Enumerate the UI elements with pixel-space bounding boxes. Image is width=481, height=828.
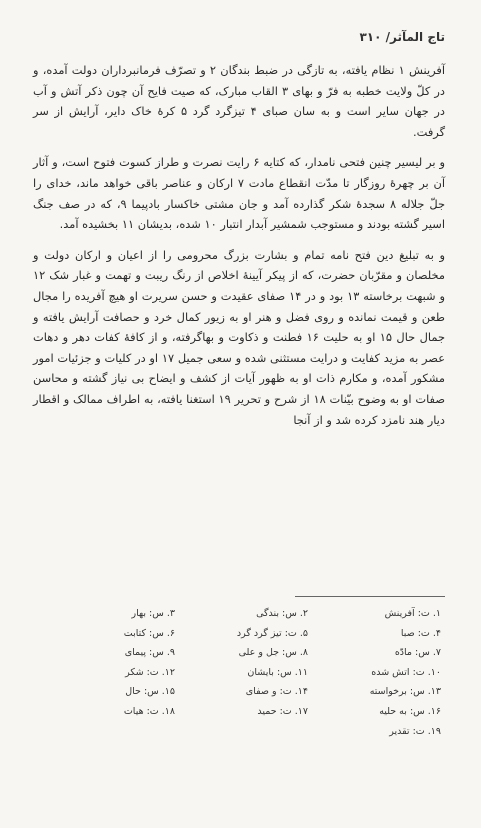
footnote-row (41, 722, 441, 742)
footnote-item: ۹. س: پیمای (124, 647, 175, 659)
footnote-item: ۱۳. س: برخواسته (369, 686, 441, 698)
footnote-row (41, 682, 441, 702)
running-head: تاج المآثر/ ۳۱۰ (359, 30, 445, 44)
body-text (33, 60, 445, 440)
footnote-separator (295, 596, 445, 597)
footnote-item: ۱۷. ت: حمید (257, 705, 308, 717)
footnotes (41, 604, 441, 741)
footnote-row (41, 702, 441, 722)
footnote-item: ۴. ت: صبا (400, 627, 441, 639)
footnote-item: ۵. ت: تیز گرد گرد (236, 627, 308, 639)
footnote-row (41, 643, 441, 663)
footnote-item: ۶. س: کتابت (123, 627, 175, 639)
footnote-row (41, 624, 441, 644)
footnote-item: ۱. ت: آفرینش (384, 608, 441, 619)
footnote-item: ۱۹. ت: تقدیر (389, 725, 441, 737)
footnote-item: ۱۲. ت: شکر (125, 666, 175, 678)
paragraph-1: آفرینش ۱ نظام یافته، به تازگی در ضبط بندگان ۲ و تصرّف فرمانبرداران دولت آمده، و در کلّ ولایت خطبه به فرّ و بهای ۳ القاب مبارک، که صیت فایح آن چون ذکر آتش و آب در جهان سایر است و به سان صبای ۴ تیزگرد گرد ۵ کرهٔ خاک دایر، آرایش از سر گرفت. (33, 63, 446, 139)
footnote-item: ۱۰. ت: اتش شده (371, 666, 441, 678)
footnote-row (41, 663, 441, 683)
paragraph-2: و بر لیسیر چنین فتحی نامدار، که کتایه ۶ رایت نصرت و طراز کسوت فتوح است، و آثار آن بر چهرهٔ روزگار تا مدّت انقطاع مادت ۷ ارکان و عناصر باقی خواهد ماند، خدای را جلّ جلاله ۸ سجدهٔ شکر گذارده آمد و جان مشتی خاکسار بادپیما ۹، که در صف جنگ اسیر گشته بودند و مستوجب شمشیر آبدار انتبار ۱۰ شده، بدیشان ۱۱ بخشیده آمد. (33, 155, 446, 232)
footnote-item: ۲. س: بندگی (256, 608, 308, 619)
footnote-item: ۱۵. س: حال (125, 686, 175, 698)
footnote-item: ۱۸. ت: هیات (123, 705, 175, 717)
footnote-item: ۱۱. س: بایشان (247, 666, 308, 678)
footnote-row (41, 604, 441, 624)
footnote-item: ۱۴. ت: و صفای (245, 686, 308, 698)
footnote-item: ۱۶. س: به حلیه (379, 705, 441, 717)
footnote-item: ۳. س: بهار (131, 608, 175, 619)
footnote-item: ۸. س: جل و علی (238, 647, 308, 659)
footnote-item: ۷. س: مادّه (394, 647, 441, 659)
paragraph-3: و به تبلیغ دین فتح نامه تمام و بشارت بزرگ محرومی را از اعیان و ارکان دولت و مخلصان و مقرّبان حضرت، که از پیکر آیینهٔ اخلاص از رنگ ریبت و تهمت و غبار شک ۱۲ و شبهت برخاسته ۱۳ بود و در ۱۴ صفای عقیدت و حسن سریرت او هیچ آفریده را مجال طعن و قیمت نمانده و روی فضل و هنر او به زیور کمال خرد و حصافت آرایش یافته و جمال حال ۱۵ او به حلیت ۱۶ فطنت و ذکاوت و بهاگرفته، و از کافهٔ کفات دهر و دهات عصر به مزید کفایت و درایت مستثنی شده و سعی جمیل ۱۷ او در کلیات و جزئیات امور مشکور آمده، و مکارم ذات او به ظهور آیات از کشف و ایضاح بی نیاز گشته و محاسن صفات او به وضوح بیّنات ۱۸ از شرح و تحریر ۱۹ استغنا یافته، به اطراف ممالک و اقطار دیار هند نامزد کرده شد و از آنجا (33, 247, 445, 427)
